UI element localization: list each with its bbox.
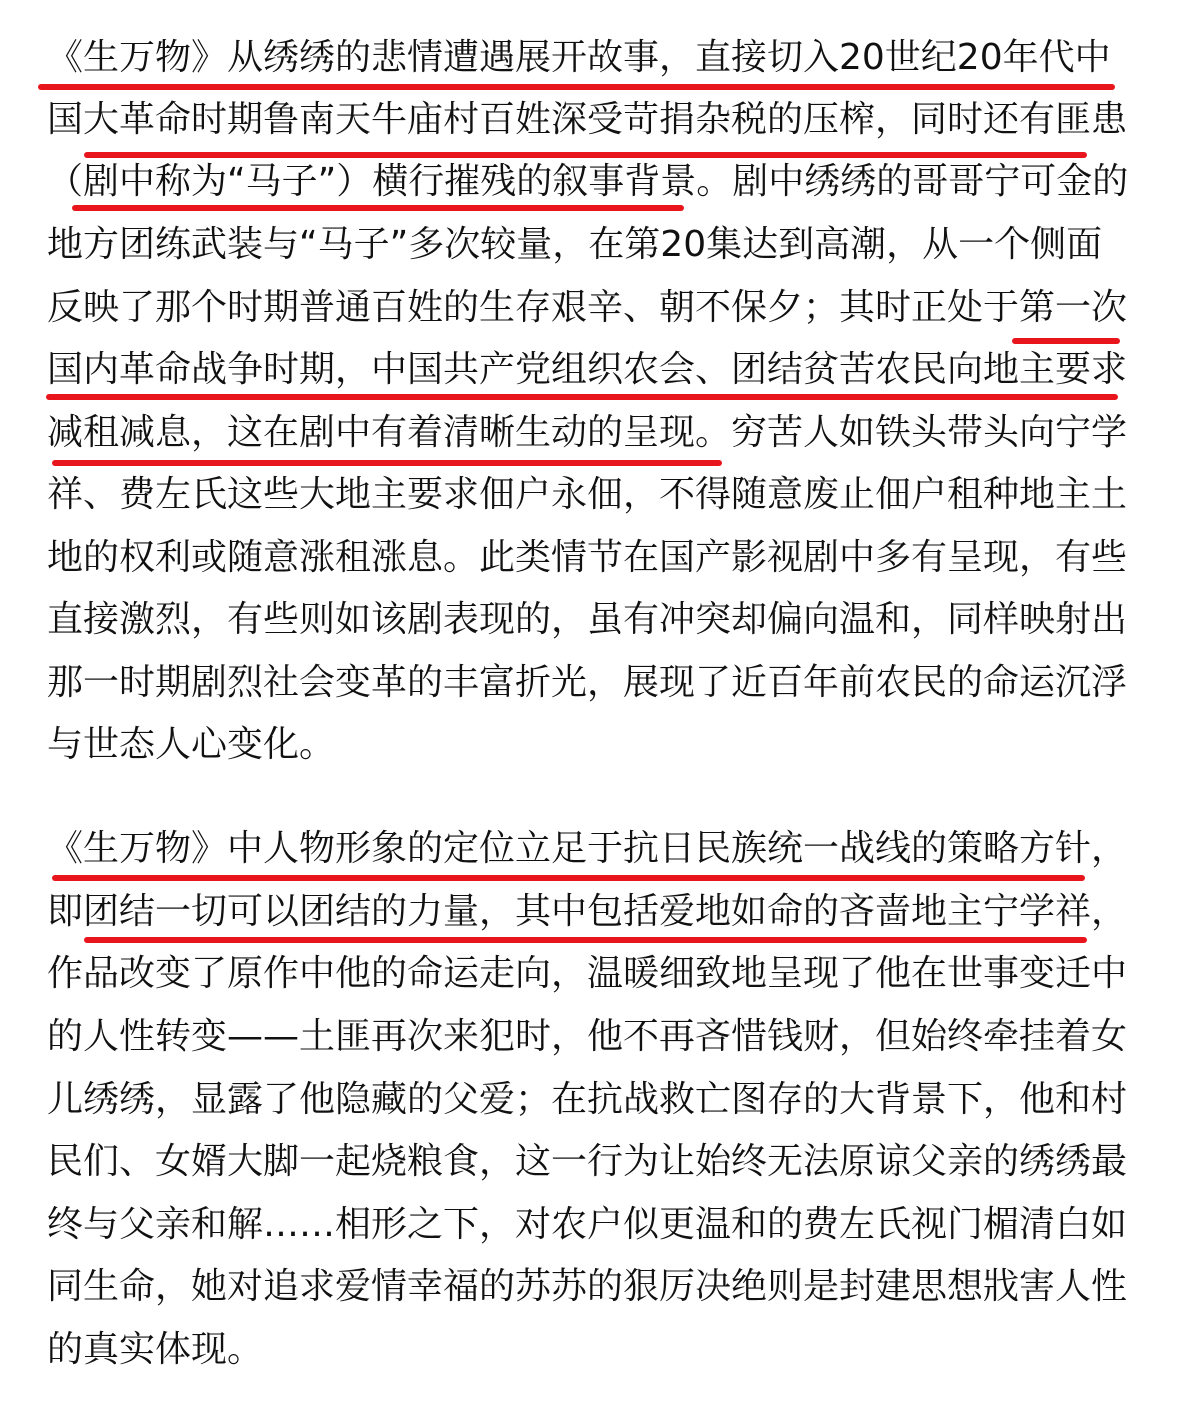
underline-mark: [46, 394, 1118, 400]
text-line: 减租减息，这在剧中有着清晰生动的呈现。穷苦人如铁头带头向宁学: [47, 412, 1128, 453]
underline-mark: [52, 460, 722, 466]
text-line: 祥、费左氏这些大地主要求佃户永佃，不得随意废止佃户租种地主土: [47, 474, 1128, 515]
text-line: 地的权利或随意涨租涨息。此类情节在国产影视剧中多有呈现，有些: [47, 537, 1128, 578]
underline-mark: [84, 937, 1087, 943]
text-line: 即团结一切可以团结的力量，其中包括爱地如命的吝啬地主宁学祥，: [47, 891, 1128, 932]
underline-mark: [84, 152, 1087, 158]
text-line: 直接激烈，有些则如该剧表现的，虽有冲突却偏向温和，同样映射出: [47, 599, 1128, 640]
text-line: 同生命，她对追求爱情幸福的苏苏的狠厉决绝则是封建思想戕害人性: [47, 1266, 1128, 1307]
text-line: 儿绣绣，显露了他隐藏的父爱；在抗战救亡图存的大背景下，他和村: [47, 1079, 1128, 1120]
text-line: 《生万物》中人物形象的定位立足于抗日民族统一战线的策略方针，: [47, 828, 1128, 869]
text-line: 那一时期剧烈社会变革的丰富折光，展现了近百年前农民的命运沉浮: [47, 662, 1128, 703]
text-line: 的真实体现。: [47, 1329, 264, 1370]
text-line: 的人性转变——土匪再次来犯时，他不再吝惜钱财，但始终牵挂着女: [47, 1016, 1128, 1057]
text-line: 终与父亲和解……相形之下，对农户似更温和的费左氏视门楣清白如: [47, 1204, 1128, 1245]
text-line: 《生万物》从绣绣的悲情遭遇展开故事，直接切入20世纪20年代中: [47, 37, 1111, 78]
underline-mark: [1012, 338, 1120, 344]
underline-mark: [38, 84, 1115, 90]
text-line: 民们、女婿大脚一起烧粮食，这一行为让始终无法原谅父亲的绣绣最: [47, 1141, 1128, 1182]
text-line: 反映了那个时期普通百姓的生存艰辛、朝不保夕；其时正处于第一次: [47, 287, 1128, 328]
text-line: （剧中称为“马子”）横行摧残的叙事背景。剧中绣绣的哥哥宁可金的: [47, 161, 1129, 202]
underline-mark: [72, 205, 684, 211]
text-line: 地方团练武装与“马子”多次较量，在第20集达到高潮，从一个侧面: [47, 224, 1103, 265]
text-line: 国内革命战争时期，中国共产党组织农会、团结贫苦农民向地主要求: [47, 349, 1128, 390]
text-line: 与世态人心变化。: [47, 724, 336, 765]
text-line: 作品改变了原作中他的命运走向，温暖细致地呈现了他在世事变迁中: [47, 953, 1128, 994]
underline-mark: [52, 875, 1085, 881]
text-line: 国大革命时期鲁南天牛庙村百姓深受苛捐杂税的压榨，同时还有匪患: [47, 99, 1128, 140]
